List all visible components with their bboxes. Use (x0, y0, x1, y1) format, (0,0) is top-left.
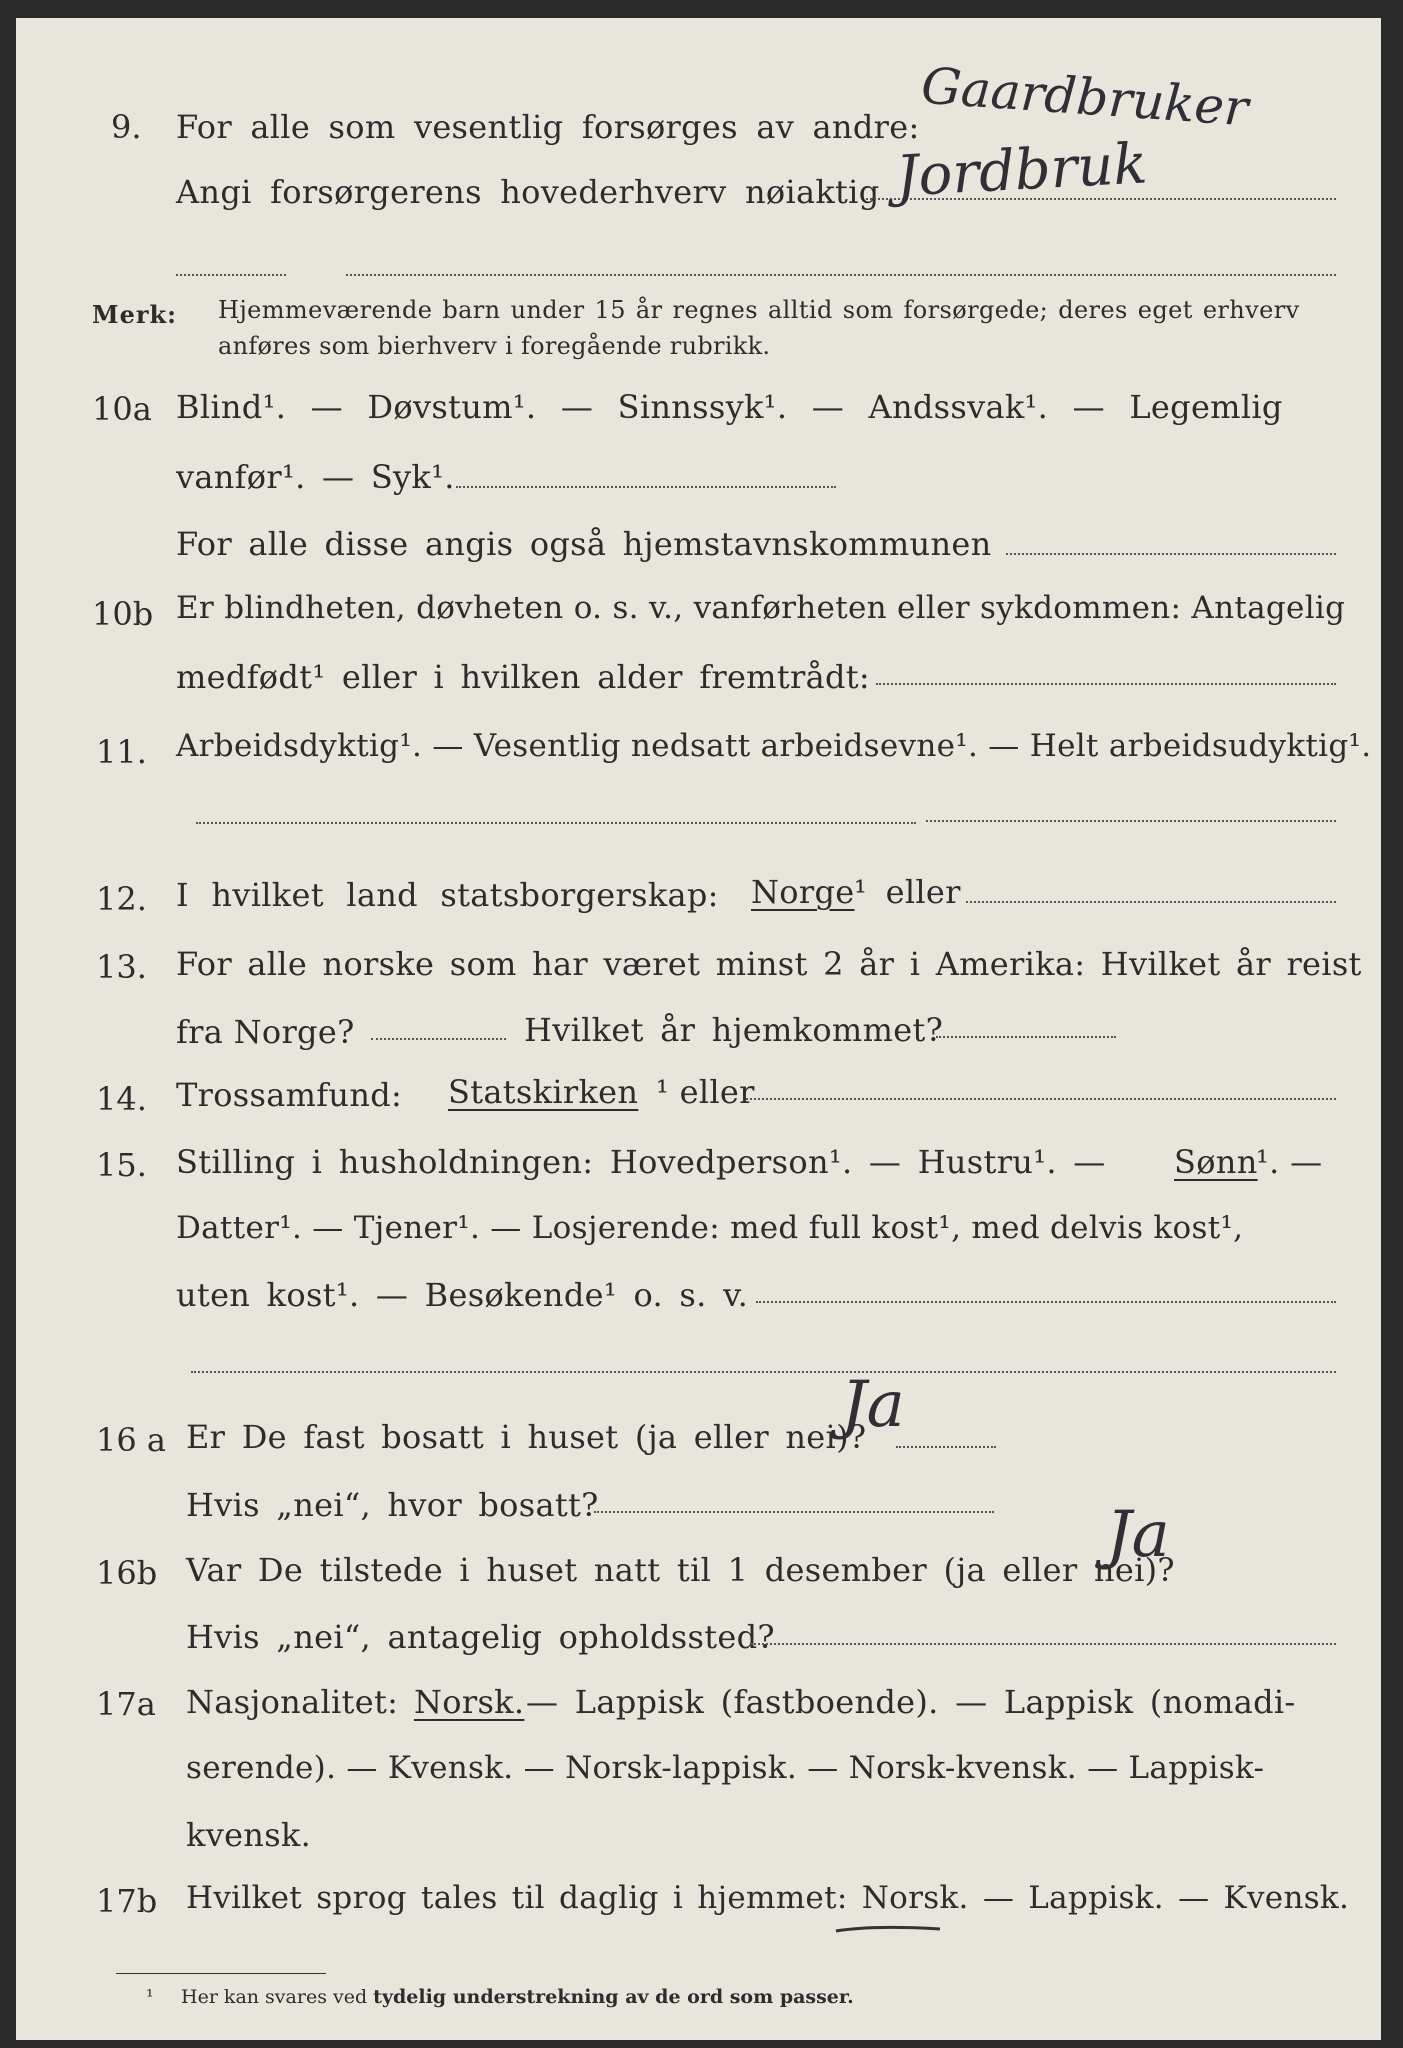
q17b-line1: Hvilket sprog tales til daglig i hjemmet: Norsk. — Lappisk. — Kvensk. (186, 1880, 1350, 1916)
q10b-answer-line (876, 683, 1336, 685)
q9-handwritten-occupation: Gaardbruker (919, 56, 1250, 138)
q14-answer-line (746, 1098, 1336, 1100)
q16a-line2: Hvis „nei“, hvor bosatt? (186, 1486, 599, 1524)
q9-handwritten-answer: Jordbruk (894, 131, 1149, 210)
merk-label: Merk: (92, 300, 177, 329)
q16a-line1: Er De fast bosatt i huset (ja eller nei)? (186, 1418, 867, 1456)
q16a-handwritten-answer: Ja (841, 1368, 905, 1442)
merk-line1: Hjemmeværende barn under 15 år regnes alltid som forsørgede; deres eget erhverv (218, 296, 1300, 324)
q10b-line1: Er blindheten, døvheten o. s. v., vanførheten eller sykdommen: Antagelig (176, 590, 1346, 626)
q12-number: 12. (96, 880, 147, 918)
q10a-line2: vanfør¹. — Syk¹. (176, 458, 455, 496)
q16a-answer-line (896, 1446, 996, 1448)
footnote-text-pre: Her kan svares ved (181, 1986, 368, 2008)
q15-line1a: Stilling i husholdningen: Hovedperson¹. — Hustru¹. — (176, 1143, 1106, 1181)
q16b-line2-answer (751, 1643, 1336, 1645)
q15-line1c: ¹. — (1256, 1143, 1323, 1181)
footnote-mark: ¹ (146, 1986, 154, 2008)
q11-line1: Arbeidsdyktig¹. — Vesentlig nedsatt arbeidsevne¹. — Helt arbeidsudyktig¹. (176, 728, 1372, 764)
q15-answer-line-2 (191, 1371, 1336, 1373)
q13-line2a-answer (371, 1038, 506, 1040)
q17b-number: 17b (96, 1882, 158, 1920)
q10a-line3-answer (1006, 553, 1336, 555)
footnote-text-bold: tydelig understrekning av de ord som passer. (373, 1986, 854, 2008)
q9-extra-line (346, 274, 1336, 276)
q16a-line2-answer (594, 1511, 994, 1513)
footnote-text (181, 1986, 854, 2008)
q12-answer-line (966, 901, 1336, 903)
q14-pre: Trossamfund: (176, 1076, 403, 1114)
q16b-line1: Var De tilstede i huset natt til 1 desember (ja eller nei)? (186, 1551, 1175, 1589)
q15-line3: uten kost¹. — Besøkende¹ o. s. v. (176, 1276, 749, 1314)
q9-extra-line-left (176, 274, 286, 276)
q9-line1: For alle som vesentlig forsørges av andre: (176, 108, 920, 146)
q10a-line3: For alle disse angis også hjemstavnskommunen (176, 525, 992, 563)
q14-post: ¹ eller (656, 1073, 755, 1111)
q13-line2a: fra Norge? (176, 1013, 355, 1051)
q15-answer-line (756, 1301, 1336, 1303)
q10a-number: 10a (92, 390, 152, 428)
q17a-line2: serende). — Kvensk. — Norsk-lappisk. — Norsk-kvensk. — Lappisk- (186, 1750, 1265, 1786)
q17a-number: 17a (96, 1685, 156, 1723)
q12-answer-norge: Norge (751, 873, 855, 911)
q11-number: 11. (96, 733, 147, 771)
q15-answer-sonn: Sønn (1174, 1143, 1258, 1181)
q16a-number: 16 a (96, 1421, 166, 1459)
q11-answer-line (926, 820, 1336, 822)
q17a-line1b: — Lappisk (fastboende). — Lappisk (nomadi- (526, 1683, 1296, 1721)
q9-line2: Angi forsørgerens hovederhverv nøiaktig (176, 173, 880, 211)
q16b-number: 16b (96, 1554, 158, 1592)
q14-number: 14. (96, 1080, 147, 1118)
q10a-line2-answer (456, 486, 836, 488)
q17a-pre: Nasjonalitet: (186, 1683, 399, 1721)
census-form-page (16, 18, 1381, 2040)
q13-line1: For alle norske som har været minst 2 år i Amerika: Hvilket år reist (176, 945, 1362, 983)
q14-answer-statskirken: Statskirken (448, 1073, 639, 1111)
q17a-answer-norsk: Norsk. (414, 1683, 525, 1721)
q15-number: 15. (96, 1146, 147, 1184)
q13-number: 13. (96, 948, 147, 986)
q13-line2b-answer (936, 1036, 1116, 1038)
q13-line2b: Hvilket år hjemkommet? (524, 1011, 944, 1049)
q10b-line2: medfødt¹ eller i hvilken alder fremtrådt: (176, 658, 870, 696)
q10a-line1: Blind¹. — Døvstum¹. — Sinnssyk¹. — Andssvak¹. — Legemlig (176, 388, 1283, 426)
q16b-line2: Hvis „nei“, antagelig opholdssted? (186, 1618, 775, 1656)
q15-line2: Datter¹. — Tjener¹. — Losjerende: med full kost¹, med delvis kost¹, (176, 1210, 1244, 1246)
q9-number: 9. (111, 108, 142, 146)
q12-post: ¹ eller (854, 873, 961, 911)
footnote-divider (116, 1973, 326, 1974)
merk-line2: anføres som bierhverv i foregående rubrikk. (218, 332, 771, 360)
q16b-handwritten-answer: Ja (1106, 1498, 1170, 1572)
q11-answer-line-left (196, 822, 916, 824)
q17a-line3: kvensk. (186, 1816, 312, 1854)
q12-pre: I hvilket land statsborgerskap: (176, 876, 719, 914)
q10b-number: 10b (92, 595, 154, 633)
q17b-underline-mark (834, 1923, 944, 1935)
